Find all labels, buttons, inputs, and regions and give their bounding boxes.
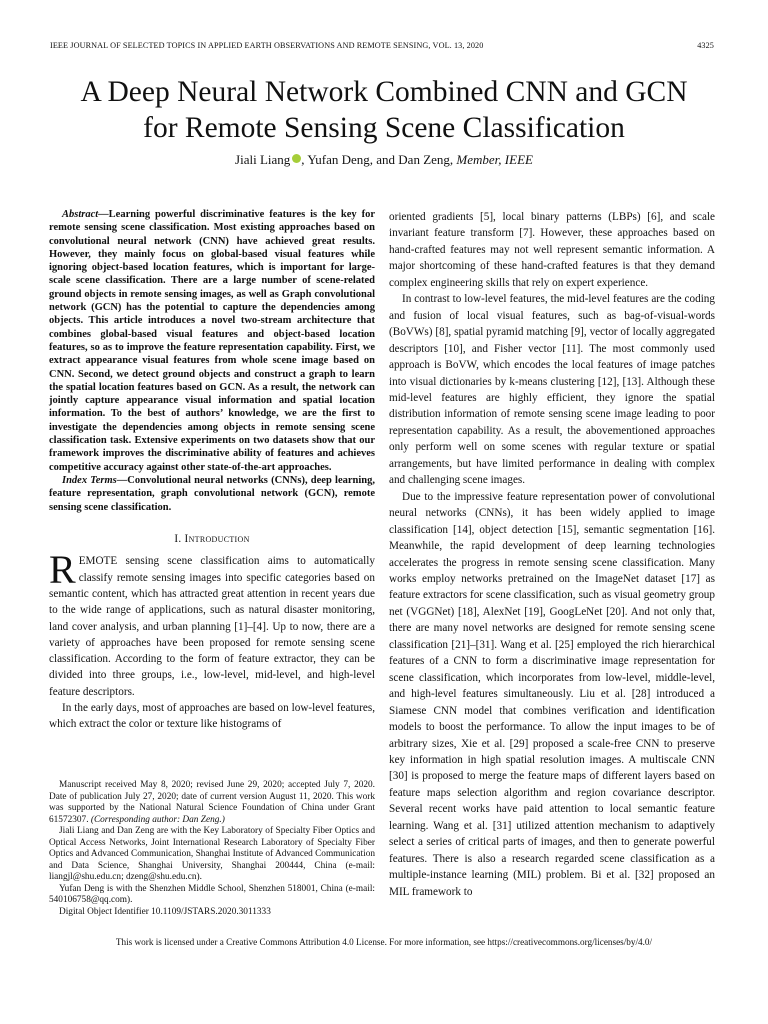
running-head	[50, 41, 714, 50]
left-column	[49, 208, 375, 733]
footnote-affiliation-2: Yufan Deng is with the Shenzhen Middle School, Shenzhen 518001, China (e-mail: 540106758@qq.com).	[49, 883, 375, 905]
intro-paragraph-1	[49, 547, 375, 700]
intro-paragraph-2: In the early days, most of approaches are based on low-level features, which extract the color or texture like histograms of	[49, 702, 375, 731]
journal-name: IEEE JOURNAL OF SELECTED TOPICS IN APPLIED EARTH OBSERVATIONS AND REMOTE SENSING, VOL. 13, 2020	[50, 41, 484, 50]
footnote-block	[49, 780, 375, 918]
footnote-manuscript	[49, 780, 375, 826]
section-heading-introduction: I. Introduction	[174, 532, 250, 545]
index-terms	[49, 474, 375, 514]
author-member-status: Member, IEEE	[456, 152, 533, 167]
drop-cap: R	[49, 547, 76, 593]
corresponding-author: (Corresponding author: Dan Zeng.)	[90, 814, 225, 825]
footnote-affiliation-1: Jiali Liang and Dan Zeng are with the Key Laboratory of Specialty Fiber Optics and Optical Access Networks, Joint International Research Laboratory of Specialty Fiber Optics and Advanced Communication, Shanghai Institute of Advanced Communication and Data Science, Shanghai University, Shanghai 200444, China (e-mail: liangjl@shu.edu.cn; dzeng@shu.edu.cn).	[49, 826, 375, 882]
right-paragraph-3: Due to the impressive feature representation power of convolutional neural networks (CNNs), it has been widely applied to image classification [14], object detection [15], semantic segmentation [16]. Meanwhile, the rapid development of deep learning technologies accelerates the progress in remote sensing scene classification. Many works employ networks pretrained on the ImageNet dataset [17] as feature extractors for scene classification, such as visual geometry group net (VGGNet) [18], AlexNet [19], GoogLeNet [20]. And not only that, there are many novel networks are designed for remote sensing scene classification [21]–[31]. Wang et al. [25] employed the rich hierarchical features of a CNN to form a discriminative image representation for scene classification, which incorporates from low-level, middle-level, and high-level features simultaneously. Liu et al. [28] introduced a Siamese CNN model that combines verification and identification models to boost the performance. To allow the input images to be of arbitrary sizes, Xie et al. [29] proposed a scale-free CNN to preserve key information in high spatial resolution images. A multiscale CNN [30] is proposed to merge the feature maps of different layers based on feature maps selection algorithm and region covariance descriptor. Several recent works have paid attention to local semantic feature learning. Wang et al. [31] utilized attention mechanism to adaptively select a series of critical parts of images, and then to generate powerful features. There is also a research regarded scene classification as a multiple-instance learning (MIL) problem. Bi et al. [32] proposed an MIL framework to	[389, 490, 715, 898]
abstract-text: —Learning powerful discriminative features is the key for remote sensing scene classification. Most existing approaches based on convolutional neural network (CNN) have achieved great results. However, they mainly focus on global-based visual features while ignoring object-based location features, which is important for large-scale scene classification. There are a large number of scene-related ground objects in remote sensing images, as well as Graph convolutional network (GCN) has the potential to capture the dependencies among objects. This article introduces a novel two-stream architecture that combines global-based visual features and object-based location features, so as to improve the feature representation capability. First, we extract appearance visual features from whole scene image based on CNN. Second, we detect ground objects and construct a graph to learn the spatial location features based on GCN. As a result, the network can jointly capture appearance visual information and spatial location information. To the best of authors’ knowledge, we are the first to investigate the dependencies among objects in remote sensing scene classification task. Extensive experiments on two datasets show that our framework improves the discriminative ability of features and achieves competitive accuracy against other state-of-the-art approaches.	[49, 209, 375, 473]
page-number: 4325	[697, 41, 714, 50]
license-notice[interactable]: This work is licensed under a Creative Commons Attribution 4.0 License. For more information, see https://creativecommons.org/licenses/by/4.0/	[115, 937, 653, 947]
footnote-manuscript-text: Manuscript received May 8, 2020; revised June 29, 2020; accepted July 7, 2020. Date of publication July 27, 2020; date of current version August 11, 2020. This work was supported by the National Natural Science Foundation of China under Grant 61572307.	[49, 780, 375, 825]
right-paragraph-2: In contrast to low-level features, the mid-level features are the coding and fusion of local visual features, such as bag-of-visual-words (BoVWs) [8], spatial pyramid matching [9], vector of locally aggregated descriptors [10], and Fisher vector [11]. The most commonly used approach is BoVW, which encodes the local features of image patches into visual dictionaries by k-means clustering [12], [13]. Although these mid-level features are highly efficient, they ignore the spatial distribution information of remote sensing scene image leading to poor representation capability. As a result, the abovementioned approaches only perform well on some scenes with regular texture or spatial arrangements, but have limited performance in dealing with complex and challenging scene images.	[389, 293, 715, 487]
footnote-doi[interactable]: Digital Object Identifier 10.1109/JSTARS.2020.3011333	[59, 906, 271, 917]
title-line-1: A Deep Neural Network Combined CNN and GCN	[80, 76, 688, 108]
abstract-label: Abstract	[62, 209, 99, 220]
title-line-2: for Remote Sensing Scene Classification	[143, 112, 625, 144]
author-names-1: Jiali Liang	[235, 152, 291, 167]
index-terms-label: Index Terms	[62, 474, 117, 486]
intro-paragraph-1-text: EMOTE sensing scene classification aims to automatically classify remote sensing images into specific categories based on semantic content, which has attracted great attention in recent years due to the wide range of applications, such as natural disaster monitoring, land cover analysis, and urban planning [1]–[4]. Up to now, there are a variety of approaches have been proposed for remote sensing scene classification. According to the form of feature extractor, they can be divided into three groups, i.e., low-level, mid-level, and high-level feature descriptors.	[49, 555, 375, 698]
orcid-icon[interactable]	[292, 154, 301, 163]
right-column	[389, 209, 715, 900]
right-paragraph-1: oriented gradients [5], local binary patterns (LBPs) [6], and scale invariant feature transform [7]. However, these approaches based on hand-crafted features may not well represent semantic information. A major shortcoming of these hand-crafted features is that they demand complex engineering skills that rely on expert experience.	[389, 211, 715, 289]
abstract	[49, 208, 375, 474]
index-terms-text: —Convolutional neural networks (CNNs), deep learning, feature representation, graph convolutional network (GCN), remote sensing scene classification.	[49, 474, 375, 513]
introduction-body	[49, 547, 375, 732]
author-names-2: , Yufan Deng, and Dan Zeng,	[301, 152, 454, 167]
author-list	[30, 152, 738, 168]
paper-title	[30, 74, 738, 146]
